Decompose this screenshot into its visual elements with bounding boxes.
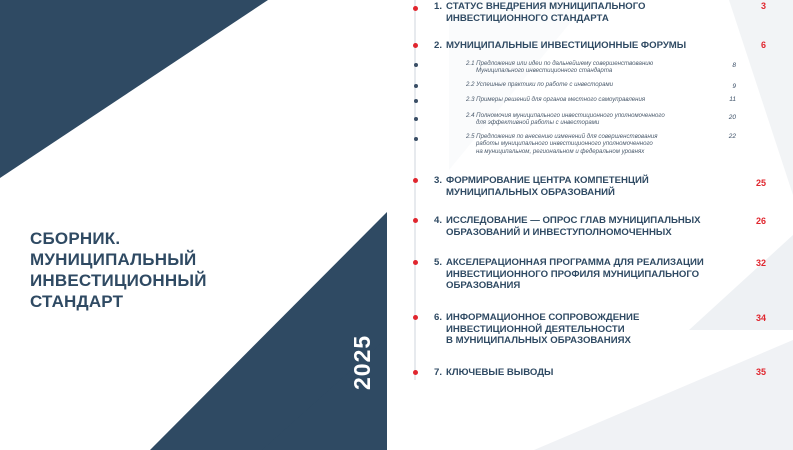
toc-subitem[interactable]	[466, 96, 736, 103]
toc-subitem[interactable]	[466, 112, 736, 127]
toc-item-title: МУНИЦИПАЛЬНЫХ ОБРАЗОВАНИЙ	[446, 186, 615, 198]
timeline-marker	[413, 6, 418, 11]
toc-subitem-title: Муниципального инвестиционного стандарта	[476, 67, 613, 75]
toc-item-number: 6.	[434, 312, 443, 323]
table-of-contents-page	[389, 0, 793, 450]
timeline-marker	[413, 260, 418, 265]
cover-title-line: СБОРНИК.	[30, 229, 121, 248]
toc-item-page: 35	[755, 367, 766, 377]
toc-item-page: 26	[755, 216, 766, 226]
toc-subitem-title: работы муниципального инвестиционного уполномоченного	[476, 140, 653, 148]
toc-item-number: 1.	[434, 1, 443, 12]
timeline-marker	[414, 63, 418, 67]
toc-item-title: ОБРАЗОВАНИЙ И ИНВЕСТУПОЛНОМОЧЕННЫХ	[446, 226, 672, 238]
toc-item-title: АКСЕЛЕРАЦИОННАЯ ПРОГРАММА ДЛЯ РЕАЛИЗАЦИИ	[446, 257, 704, 268]
toc-subitem-title: для эффективной работы с инвесторами	[476, 119, 600, 127]
toc-subitem-title: на муниципальном, региональном и федеральном уровнях	[476, 147, 645, 155]
timeline-marker	[414, 117, 418, 121]
toc-subitem[interactable]	[466, 60, 736, 75]
toc-subitem-title: 2.3 Примеры решений для органов местного самоуправления	[466, 96, 646, 103]
cover-title-line: СТАНДАРТ	[30, 292, 124, 311]
timeline-marker	[413, 315, 418, 320]
toc-subitem-title: 2.5 Предложения по внесению изменений для совершенствования	[466, 133, 658, 140]
toc-item-title: ОБРАЗОВАНИЯ	[446, 280, 521, 291]
timeline-marker	[413, 218, 418, 223]
timeline-marker	[414, 137, 418, 141]
toc-item-page: 25	[755, 178, 766, 188]
toc-item-title: КЛЮЧЕВЫЕ ВЫВОДЫ	[446, 367, 554, 378]
timeline-marker	[413, 370, 418, 375]
toc-subitem-title: 2.4 Полномочия муниципального инвестиционного уполномоченного	[466, 112, 665, 119]
cover-page	[0, 0, 387, 450]
toc-subitem-page: 11	[729, 96, 736, 103]
toc-subitem[interactable]	[466, 133, 736, 155]
toc-item[interactable]	[434, 367, 766, 379]
toc-item-title: ИНВЕСТИЦИОННОГО ПРОФИЛЯ МУНИЦИПАЛЬНОГО	[446, 268, 700, 280]
toc-item[interactable]	[434, 40, 766, 52]
toc-item-title: ИССЛЕДОВАНИЕ — ОПРОС ГЛАВ МУНИЦИПАЛЬНЫХ	[446, 215, 701, 226]
toc-item-page: 34	[755, 313, 766, 323]
toc-subitem-title: 2.2 Успешные практики по работе с инвесторами	[466, 81, 614, 88]
toc-item-title: ИНВЕСТИЦИОННОГО СТАНДАРТА	[446, 12, 609, 24]
cover-decoration	[0, 0, 387, 450]
toc-item-number: 7.	[434, 367, 443, 378]
timeline-marker	[413, 178, 418, 183]
timeline-marker	[414, 99, 418, 103]
toc-item[interactable]	[434, 175, 766, 198]
toc-item-number: 2.	[434, 40, 443, 51]
toc-item-page: 6	[760, 40, 766, 50]
timeline-marker	[414, 84, 418, 88]
toc-item-number: 5.	[434, 257, 443, 268]
toc-item-title: СТАТУС ВНЕДРЕНИЯ МУНИЦИПАЛЬНОГО	[446, 1, 646, 12]
top-left-triangle	[0, 0, 268, 178]
toc-subitem-title: 2.1 Предложения или идеи по дальнейшему совершенствованию	[466, 60, 654, 67]
toc-item[interactable]	[434, 1, 766, 24]
toc-item-title: В МУНИЦИПАЛЬНЫХ ОБРАЗОВАНИЯХ	[446, 335, 631, 346]
cover-title-line: ИНВЕСТИЦИОННЫЙ	[30, 271, 207, 290]
toc-subitem-page: 9	[732, 83, 736, 90]
toc-item-number: 3.	[434, 175, 443, 186]
toc-item[interactable]	[434, 257, 766, 292]
cover-year: 2025	[349, 334, 375, 390]
toc-item-page: 32	[755, 258, 766, 268]
toc-item-title: ФОРМИРОВАНИЕ ЦЕНТРА КОМПЕТЕНЦИЙ	[446, 175, 649, 186]
toc-timeline	[414, 0, 416, 380]
toc-subitem-page: 8	[732, 62, 736, 69]
toc-subitem-page: 22	[728, 133, 736, 140]
toc-item-title: ИНФОРМАЦИОННОЕ СОПРОВОЖДЕНИЕ	[446, 312, 640, 323]
toc-subitem[interactable]	[466, 81, 736, 90]
toc-item[interactable]	[434, 215, 766, 238]
toc-item[interactable]	[434, 312, 766, 347]
timeline-marker	[413, 43, 418, 48]
toc-subitem-page: 20	[728, 114, 736, 121]
cover-title-line: МУНИЦИПАЛЬНЫЙ	[30, 250, 197, 269]
toc-item-number: 4.	[434, 215, 443, 226]
toc-item-title: МУНИЦИПАЛЬНЫЕ ИНВЕСТИЦИОННЫЕ ФОРУМЫ	[446, 40, 687, 51]
toc-item-title: ИНВЕСТИЦИОННОЙ ДЕЯТЕЛЬНОСТИ	[446, 323, 625, 335]
cover-title	[30, 228, 250, 312]
toc-item-page: 3	[760, 1, 766, 11]
